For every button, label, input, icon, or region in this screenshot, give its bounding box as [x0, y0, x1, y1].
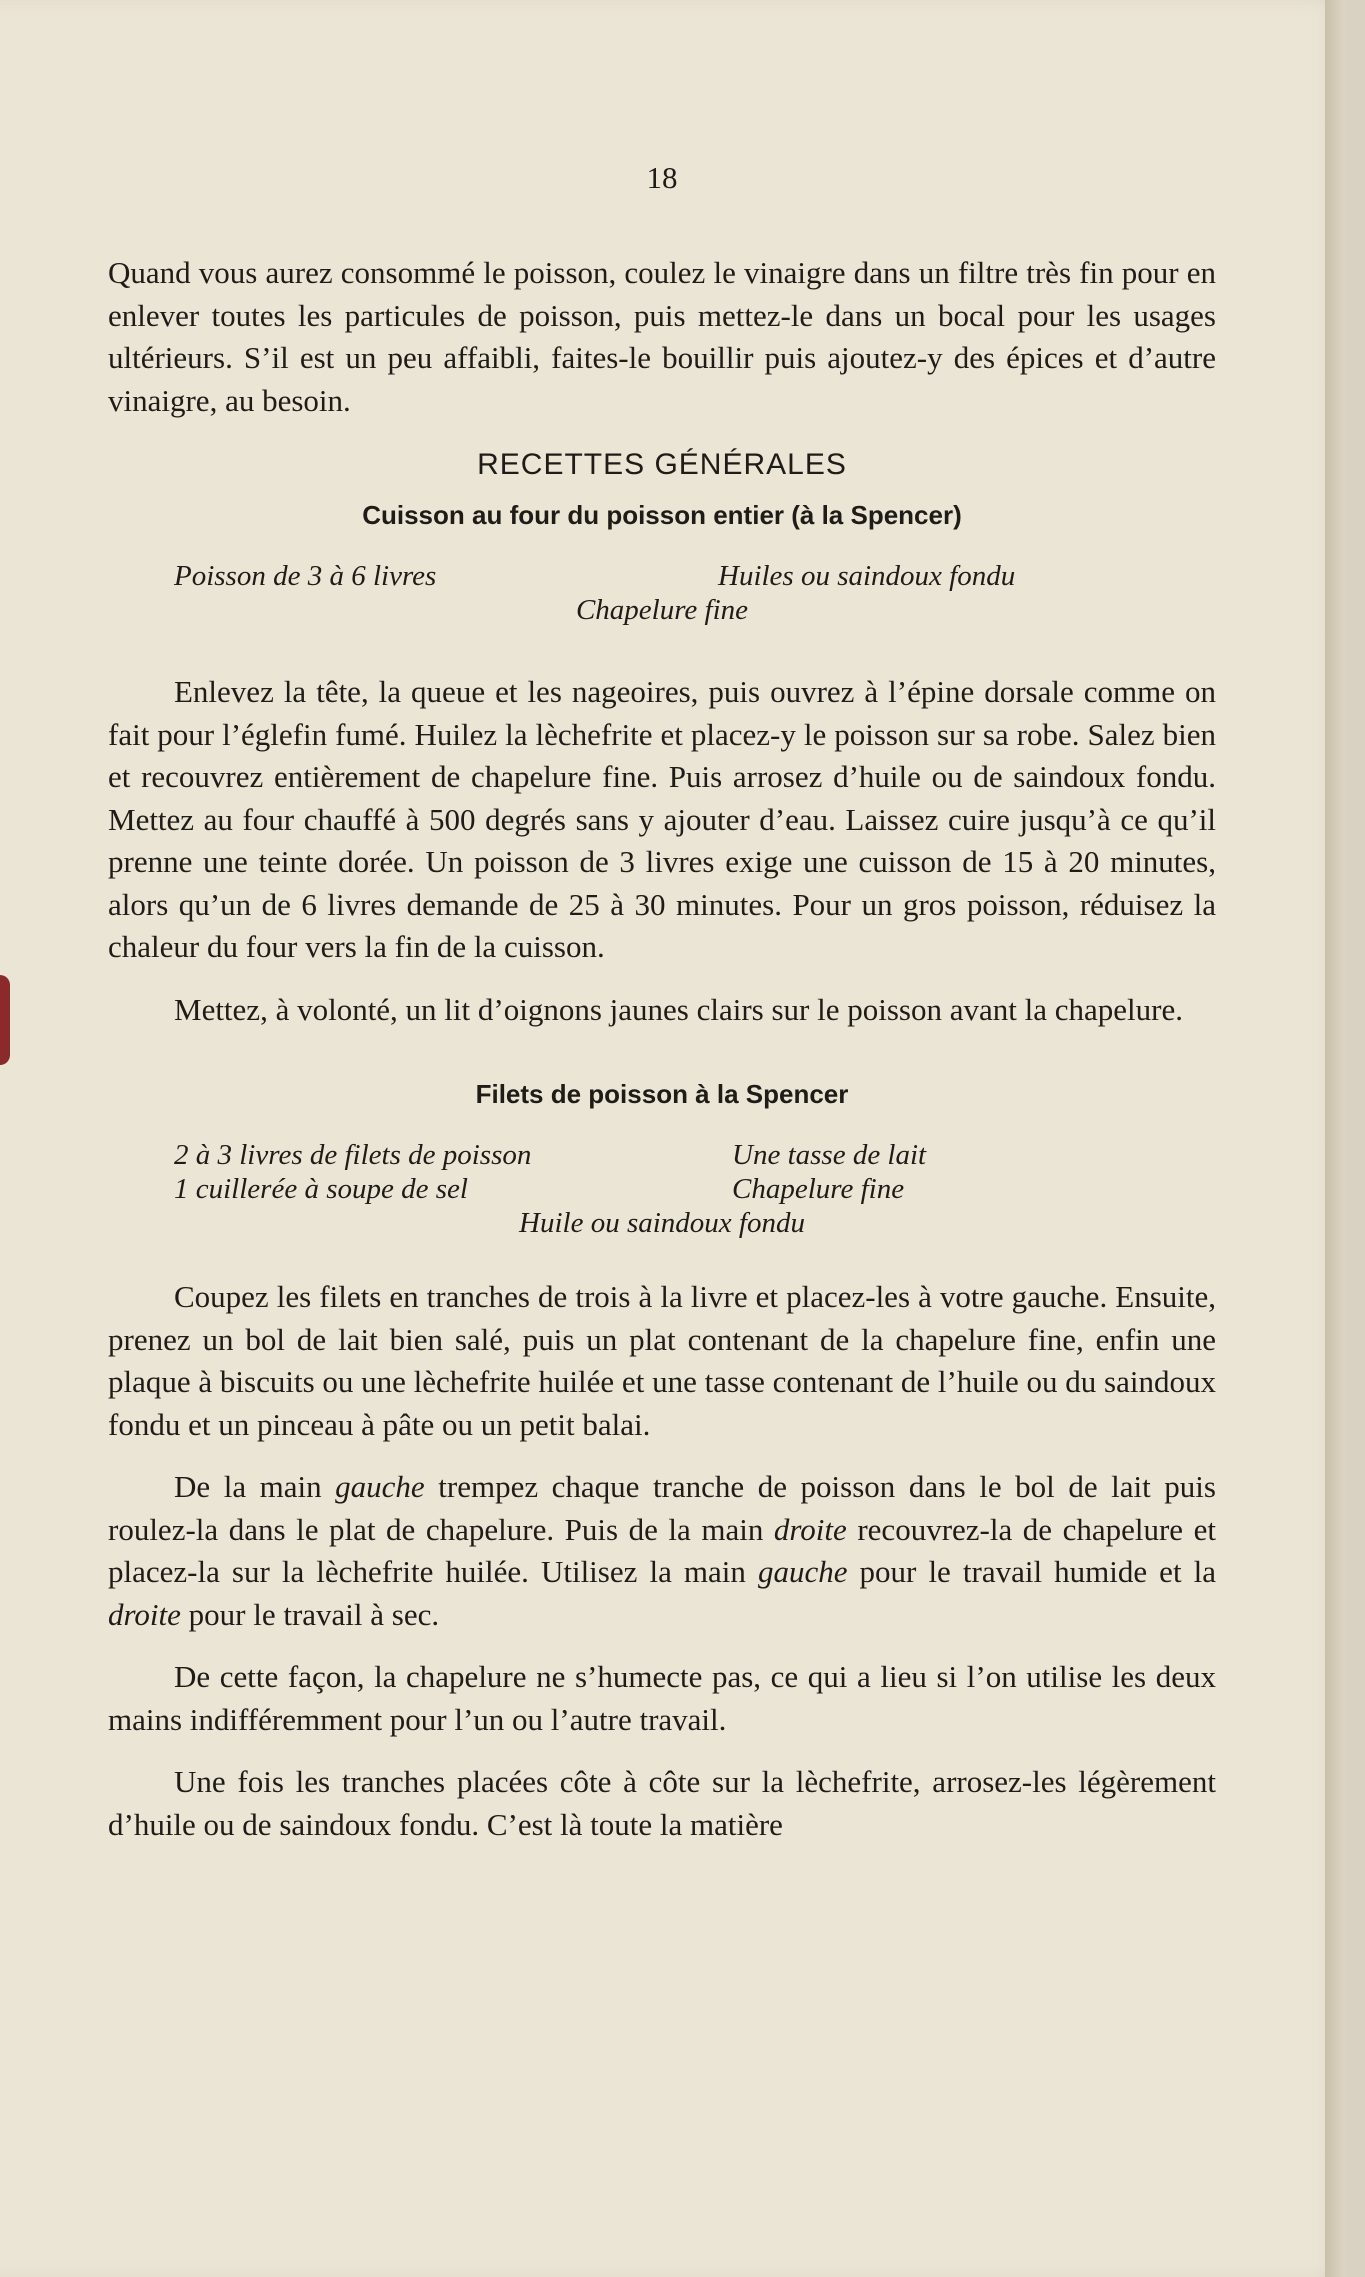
- text-run: De la main: [174, 1469, 336, 1504]
- section-title: RECETTES GÉNÉRALES: [477, 448, 847, 481]
- recipe-1-title: Cuisson au four du poisson entier (à la Spencer): [362, 500, 962, 530]
- recipe-2-paragraph: Coupez les filets en tranches de trois à la livre et placez-les à votre gauche. Ensuite, prenez un bol de lait bien salé, puis un plat contenant de la chapelure fine, enfin une plaque à biscuits ou une lèchefrite huilée et une tasse contenant de l’huile ou du saindoux fondu et un pinceau à pâte ou un petit balai.: [108, 1279, 1216, 1442]
- ingredient-item: Huile ou saindoux fondu: [519, 1207, 805, 1239]
- page-edge-mark: [0, 975, 10, 1065]
- recipe-2-paragraph: [108, 1466, 1216, 1636]
- text-run: pour le travail à sec.: [180, 1596, 440, 1632]
- text-run: trempez chaque tranche de poisson dans le bol de lait puis roulez-la dans le plat de chapelure. Puis de la main: [108, 1469, 1216, 1547]
- ingredient-item: Une tasse de lait: [732, 1139, 927, 1171]
- intro-paragraph: Quand vous aurez consommé le poisson, coulez le vinaigre dans un filtre très fin pour en enlever toutes les particules de poisson, puis mettez-le dans un bocal pour les usages ultérieurs. S’il est un peu affaibli, faites-le bouillir puis ajoutez-y des épices et d’autre vinaigre, au besoin.: [108, 255, 1216, 418]
- text-run: pour le travail humide et la: [847, 1554, 1216, 1589]
- recipe-2-paragraph: De cette façon, la chapelure ne s’humecte pas, ce qui a lieu si l’on utilise les deux mains indifféremment pour l’un ou l’autre travail.: [108, 1659, 1216, 1737]
- emphasis-word: droite: [773, 1511, 847, 1547]
- recipe-1-ingredients: [108, 559, 1216, 627]
- recipe-2-ingredients: [108, 1138, 1216, 1240]
- recipe-1-paragraph: Enlevez la tête, la queue et les nageoires, puis ouvrez à l’épine dorsale comme on fait pour l’églefin fumé. Huilez la lèchefrite et placez-y le poisson sur sa robe. Salez bien et recouvrez entièrement de chapelure fine. Puis arrosez d’huile ou de saindoux fondu. Mettez au four chauffé à 500 degrés sans y ajouter d’eau. Laissez cuire jusqu’à ce qu’il prenne une teinte dorée. Un poisson de 3 livres exige une cuisson de 15 à 20 minutes, alors qu’un de 6 livres demande de 25 à 30 minutes. Pour un gros poisson, réduisez la chaleur du four vers la fin de la cuisson.: [108, 674, 1216, 964]
- ingredient-row: [108, 1172, 1216, 1206]
- page-number: 18: [646, 160, 678, 195]
- ingredient-row: [108, 559, 1216, 593]
- ingredient-row: [108, 1138, 1216, 1172]
- emphasis-word: gauche: [335, 1469, 425, 1504]
- recipe-2-paragraph: Une fois les tranches placées côte à côte sur la lèchefrite, arrosez-les légèrement d’huile ou de saindoux fondu. C’est là toute la matière: [108, 1764, 1216, 1842]
- ingredient-item: Chapelure fine: [732, 1173, 905, 1205]
- text-run: recouvrez-la de chapelure et placez-la sur la lèchefrite huilée. Utilisez la main: [108, 1511, 1216, 1589]
- ingredient-item: Huiles ou saindoux fondu: [718, 560, 1016, 592]
- ingredient-item: 1 cuillerée à soupe de sel: [174, 1173, 468, 1205]
- ingredient-item: Poisson de 3 à 6 livres: [174, 560, 437, 592]
- page-edge: [1325, 0, 1345, 2277]
- ingredient-item: Chapelure fine: [575, 594, 749, 626]
- emphasis-word: gauche: [757, 1554, 848, 1589]
- recipe-1-paragraph: Mettez, à volonté, un lit d’oignons jaunes clairs sur le poisson avant la chapelure.: [174, 991, 1183, 1027]
- emphasis-word: droite: [108, 1596, 181, 1632]
- recipe-2-title: Filets de poisson à la Spencer: [475, 1079, 849, 1109]
- ingredient-item: 2 à 3 livres de filets de poisson: [174, 1139, 532, 1171]
- text-column: [108, 150, 1216, 1846]
